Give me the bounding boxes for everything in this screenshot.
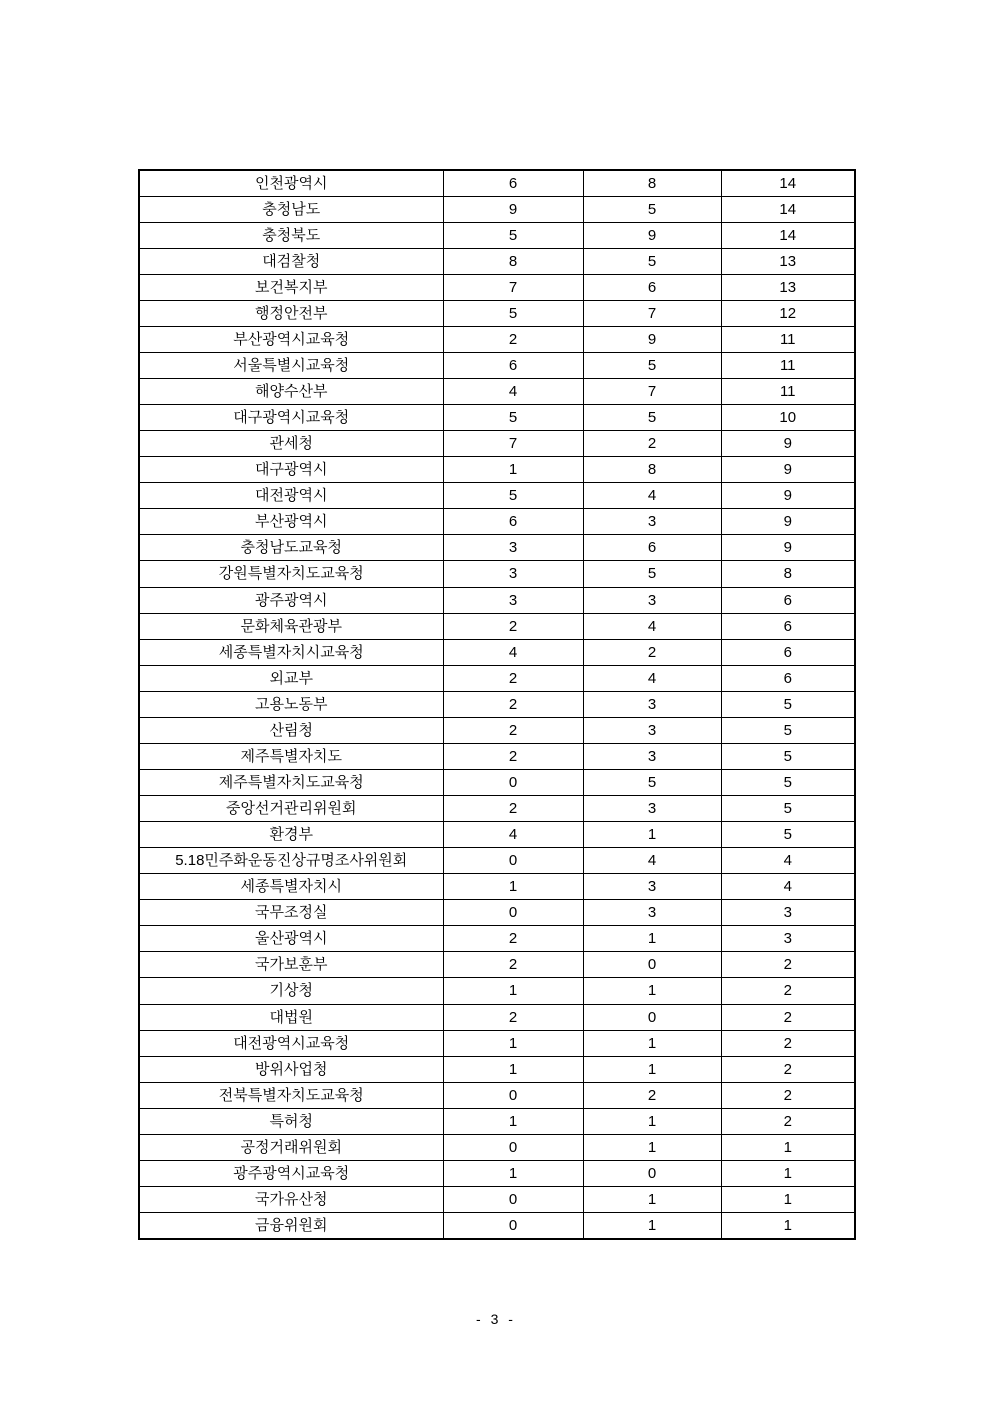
table-row	[139, 639, 855, 665]
agency-name-cell: 국가유산청	[139, 1186, 443, 1212]
agency-name-cell: 국무조정실	[139, 900, 443, 926]
agency-name-cell: 공정거래위원회	[139, 1134, 443, 1160]
count-col2-cell: 8	[583, 457, 721, 483]
table-row	[139, 613, 855, 639]
agency-name-cell: 광주광역시교육청	[139, 1160, 443, 1186]
table-row	[139, 509, 855, 535]
table-row	[139, 222, 855, 248]
count-col2-cell: 3	[583, 796, 721, 822]
agency-table-body	[139, 170, 855, 1239]
count-total-cell: 14	[721, 222, 855, 248]
count-total-cell: 5	[721, 822, 855, 848]
count-col2-cell: 1	[583, 1108, 721, 1134]
count-col2-cell: 2	[583, 431, 721, 457]
count-col2-cell: 4	[583, 848, 721, 874]
agency-name-cell: 울산광역시	[139, 926, 443, 952]
count-col1-cell: 0	[443, 1186, 583, 1212]
count-col1-cell: 5	[443, 405, 583, 431]
count-col2-cell: 1	[583, 1134, 721, 1160]
agency-name-cell: 중앙선거관리위원회	[139, 796, 443, 822]
count-total-cell: 6	[721, 587, 855, 613]
count-col2-cell: 5	[583, 248, 721, 274]
count-total-cell: 9	[721, 535, 855, 561]
table-row	[139, 1186, 855, 1212]
count-col2-cell: 1	[583, 822, 721, 848]
count-col2-cell: 3	[583, 900, 721, 926]
count-col2-cell: 3	[583, 874, 721, 900]
table-row	[139, 405, 855, 431]
agency-name-cell: 5.18민주화운동진상규명조사위원회	[139, 848, 443, 874]
count-total-cell: 4	[721, 874, 855, 900]
count-total-cell: 6	[721, 639, 855, 665]
table-row	[139, 379, 855, 405]
count-col1-cell: 1	[443, 1030, 583, 1056]
agency-name-cell: 충청남도교육청	[139, 535, 443, 561]
count-col2-cell: 0	[583, 1004, 721, 1030]
count-total-cell: 5	[721, 743, 855, 769]
count-col1-cell: 1	[443, 874, 583, 900]
table-row	[139, 691, 855, 717]
agency-name-cell: 고용노동부	[139, 691, 443, 717]
count-col1-cell: 3	[443, 535, 583, 561]
agency-name-cell: 대검찰청	[139, 248, 443, 274]
agency-name-cell: 인천광역시	[139, 170, 443, 196]
count-total-cell: 11	[721, 379, 855, 405]
table-row	[139, 1108, 855, 1134]
count-total-cell: 12	[721, 300, 855, 326]
count-col1-cell: 0	[443, 1213, 583, 1239]
agency-name-cell: 부산광역시교육청	[139, 326, 443, 352]
table-row	[139, 352, 855, 378]
agency-name-cell: 대법원	[139, 1004, 443, 1030]
table-row	[139, 952, 855, 978]
count-col1-cell: 5	[443, 300, 583, 326]
table-row	[139, 561, 855, 587]
count-col2-cell: 4	[583, 613, 721, 639]
count-col1-cell: 1	[443, 1056, 583, 1082]
count-col2-cell: 2	[583, 639, 721, 665]
table-row	[139, 248, 855, 274]
table-row	[139, 274, 855, 300]
count-col2-cell: 1	[583, 1056, 721, 1082]
count-col2-cell: 7	[583, 379, 721, 405]
agency-name-cell: 특허청	[139, 1108, 443, 1134]
agency-name-cell: 대전광역시교육청	[139, 1030, 443, 1056]
count-total-cell: 1	[721, 1213, 855, 1239]
count-total-cell: 4	[721, 848, 855, 874]
count-col2-cell: 5	[583, 352, 721, 378]
agency-name-cell: 문화체육관광부	[139, 613, 443, 639]
table-row	[139, 822, 855, 848]
count-col1-cell: 0	[443, 900, 583, 926]
count-col1-cell: 2	[443, 952, 583, 978]
agency-name-cell: 행정안전부	[139, 300, 443, 326]
count-col1-cell: 0	[443, 1082, 583, 1108]
count-total-cell: 9	[721, 483, 855, 509]
table-row	[139, 1056, 855, 1082]
agency-name-cell: 환경부	[139, 822, 443, 848]
agency-name-cell: 부산광역시	[139, 509, 443, 535]
agency-name-cell: 광주광역시	[139, 587, 443, 613]
table-row	[139, 1082, 855, 1108]
count-col1-cell: 2	[443, 743, 583, 769]
count-total-cell: 10	[721, 405, 855, 431]
count-col1-cell: 0	[443, 848, 583, 874]
count-col1-cell: 2	[443, 613, 583, 639]
table-row	[139, 769, 855, 795]
count-col2-cell: 6	[583, 535, 721, 561]
count-col2-cell: 0	[583, 952, 721, 978]
agency-name-cell: 해양수산부	[139, 379, 443, 405]
count-total-cell: 5	[721, 717, 855, 743]
agency-name-cell: 대전광역시	[139, 483, 443, 509]
count-col2-cell: 1	[583, 1030, 721, 1056]
count-total-cell: 2	[721, 1082, 855, 1108]
table-row	[139, 665, 855, 691]
count-col1-cell: 2	[443, 1004, 583, 1030]
count-col2-cell: 5	[583, 196, 721, 222]
table-row	[139, 1160, 855, 1186]
agency-name-cell: 외교부	[139, 665, 443, 691]
count-col1-cell: 1	[443, 457, 583, 483]
agency-name-cell: 전북특별자치도교육청	[139, 1082, 443, 1108]
count-total-cell: 14	[721, 170, 855, 196]
table-row	[139, 717, 855, 743]
count-total-cell: 3	[721, 926, 855, 952]
count-total-cell: 2	[721, 1030, 855, 1056]
count-col1-cell: 7	[443, 431, 583, 457]
count-col2-cell: 9	[583, 222, 721, 248]
table-row	[139, 1030, 855, 1056]
table-row	[139, 1134, 855, 1160]
count-col1-cell: 3	[443, 561, 583, 587]
agency-count-table	[138, 169, 856, 1240]
agency-name-cell: 관세청	[139, 431, 443, 457]
count-col1-cell: 1	[443, 978, 583, 1004]
count-col1-cell: 4	[443, 379, 583, 405]
count-total-cell: 9	[721, 431, 855, 457]
table-row	[139, 431, 855, 457]
agency-name-cell: 충청북도	[139, 222, 443, 248]
table-row	[139, 587, 855, 613]
agency-name-cell: 국가보훈부	[139, 952, 443, 978]
count-col1-cell: 2	[443, 665, 583, 691]
count-col2-cell: 3	[583, 743, 721, 769]
agency-name-cell: 충청남도	[139, 196, 443, 222]
count-total-cell: 2	[721, 1004, 855, 1030]
agency-name-cell: 기상청	[139, 978, 443, 1004]
count-total-cell: 13	[721, 274, 855, 300]
count-col1-cell: 8	[443, 248, 583, 274]
count-col2-cell: 6	[583, 274, 721, 300]
count-total-cell: 3	[721, 900, 855, 926]
count-col2-cell: 4	[583, 665, 721, 691]
count-col1-cell: 7	[443, 274, 583, 300]
count-col2-cell: 0	[583, 1160, 721, 1186]
count-col2-cell: 1	[583, 926, 721, 952]
count-total-cell: 9	[721, 457, 855, 483]
count-total-cell: 2	[721, 1108, 855, 1134]
count-col1-cell: 6	[443, 170, 583, 196]
count-total-cell: 8	[721, 561, 855, 587]
table-row	[139, 300, 855, 326]
count-col1-cell: 2	[443, 717, 583, 743]
count-col1-cell: 5	[443, 222, 583, 248]
count-col1-cell: 6	[443, 352, 583, 378]
count-col1-cell: 4	[443, 639, 583, 665]
count-total-cell: 5	[721, 691, 855, 717]
table-row	[139, 457, 855, 483]
agency-name-cell: 제주특별자치도교육청	[139, 769, 443, 795]
table-row	[139, 1004, 855, 1030]
count-col2-cell: 2	[583, 1082, 721, 1108]
count-col1-cell: 2	[443, 691, 583, 717]
count-col1-cell: 9	[443, 196, 583, 222]
count-col2-cell: 5	[583, 405, 721, 431]
table-row	[139, 796, 855, 822]
count-total-cell: 5	[721, 769, 855, 795]
count-total-cell: 11	[721, 352, 855, 378]
agency-name-cell: 서울특별시교육청	[139, 352, 443, 378]
table-row	[139, 848, 855, 874]
agency-name-cell: 금융위원회	[139, 1213, 443, 1239]
count-total-cell: 1	[721, 1134, 855, 1160]
count-col2-cell: 1	[583, 978, 721, 1004]
count-col2-cell: 9	[583, 326, 721, 352]
table-row	[139, 900, 855, 926]
agency-name-cell: 강원특별자치도교육청	[139, 561, 443, 587]
count-col2-cell: 3	[583, 587, 721, 613]
count-col2-cell: 5	[583, 769, 721, 795]
count-col1-cell: 2	[443, 326, 583, 352]
count-total-cell: 2	[721, 1056, 855, 1082]
count-col1-cell: 2	[443, 926, 583, 952]
count-total-cell: 5	[721, 796, 855, 822]
table-row	[139, 196, 855, 222]
table-row	[139, 1213, 855, 1239]
table-row	[139, 874, 855, 900]
count-total-cell: 2	[721, 978, 855, 1004]
agency-name-cell: 제주특별자치도	[139, 743, 443, 769]
table-row	[139, 170, 855, 196]
table-row	[139, 978, 855, 1004]
table-row	[139, 535, 855, 561]
agency-name-cell: 보건복지부	[139, 274, 443, 300]
count-col2-cell: 3	[583, 717, 721, 743]
count-col1-cell: 3	[443, 587, 583, 613]
count-col1-cell: 5	[443, 483, 583, 509]
count-col1-cell: 4	[443, 822, 583, 848]
count-col2-cell: 4	[583, 483, 721, 509]
table-row	[139, 743, 855, 769]
agency-name-cell: 대구광역시교육청	[139, 405, 443, 431]
count-col1-cell: 2	[443, 796, 583, 822]
count-col1-cell: 6	[443, 509, 583, 535]
count-col2-cell: 8	[583, 170, 721, 196]
agency-name-cell: 대구광역시	[139, 457, 443, 483]
count-col2-cell: 3	[583, 509, 721, 535]
count-total-cell: 6	[721, 613, 855, 639]
count-total-cell: 1	[721, 1160, 855, 1186]
count-col2-cell: 7	[583, 300, 721, 326]
count-total-cell: 6	[721, 665, 855, 691]
count-total-cell: 13	[721, 248, 855, 274]
count-col1-cell: 0	[443, 1134, 583, 1160]
count-total-cell: 11	[721, 326, 855, 352]
agency-name-cell: 세종특별자치시	[139, 874, 443, 900]
count-total-cell: 9	[721, 509, 855, 535]
table-row	[139, 483, 855, 509]
count-col1-cell: 1	[443, 1108, 583, 1134]
table-row	[139, 326, 855, 352]
count-col2-cell: 1	[583, 1213, 721, 1239]
count-total-cell: 2	[721, 952, 855, 978]
count-col1-cell: 0	[443, 769, 583, 795]
page-number: - 3 -	[476, 1311, 516, 1327]
agency-name-cell: 방위사업청	[139, 1056, 443, 1082]
count-col2-cell: 5	[583, 561, 721, 587]
count-total-cell: 14	[721, 196, 855, 222]
count-col1-cell: 1	[443, 1160, 583, 1186]
agency-name-cell: 산림청	[139, 717, 443, 743]
count-total-cell: 1	[721, 1186, 855, 1212]
agency-name-cell: 세종특별자치시교육청	[139, 639, 443, 665]
table-row	[139, 926, 855, 952]
count-col2-cell: 1	[583, 1186, 721, 1212]
count-col2-cell: 3	[583, 691, 721, 717]
